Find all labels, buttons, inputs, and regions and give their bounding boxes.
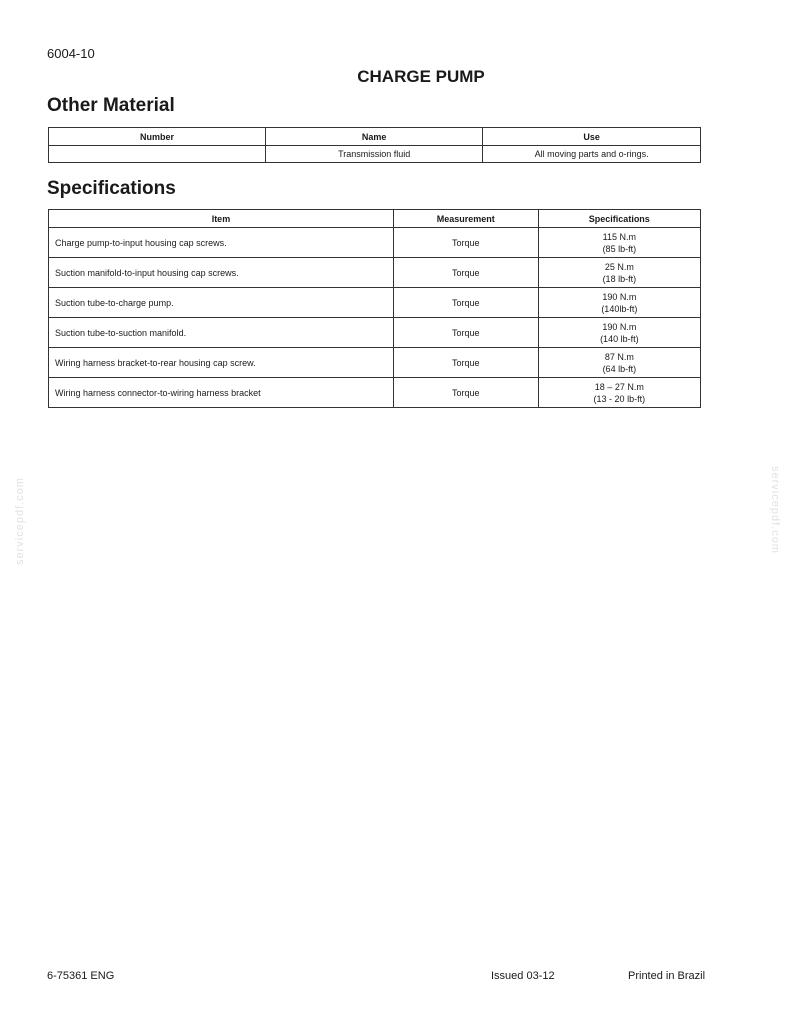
column-header-number: Number [49, 128, 266, 146]
page-number: 6004-10 [47, 46, 95, 61]
spec-metric: 87 N.m [604, 351, 634, 362]
spec-metric: 25 N.m [604, 261, 634, 272]
page-title: CHARGE PUMP [357, 67, 485, 86]
column-header-name: Name [266, 128, 483, 146]
specifications-table [48, 209, 701, 408]
spec-metric: 190 N.m [602, 291, 637, 302]
cell-specification [538, 348, 700, 378]
cell-specification [538, 258, 700, 288]
spec-imperial: (13 - 20 lb-ft) [593, 393, 646, 404]
watermark-right: servicepdf.com [769, 466, 781, 554]
cell-measurement: Torque [393, 348, 538, 378]
spec-imperial: (64 lb-ft) [602, 363, 637, 374]
column-header-item: Item [49, 210, 394, 228]
spec-metric: 18 – 27 N.m [594, 381, 644, 392]
cell-measurement: Torque [393, 288, 538, 318]
spec-imperial: (140 lb-ft) [600, 333, 639, 344]
cell-measurement: Torque [393, 318, 538, 348]
other-material-table [48, 127, 701, 163]
spec-imperial: (85 lb-ft) [602, 243, 637, 254]
cell-item: Charge pump-to-input housing cap screws. [49, 228, 394, 258]
specifications-heading: Specifications [47, 178, 176, 199]
column-header-use: Use [483, 128, 701, 146]
cell-measurement: Torque [393, 378, 538, 408]
cell-item: Suction manifold-to-input housing cap screws. [49, 258, 394, 288]
cell-specification [538, 318, 700, 348]
spec-imperial: (140lb-ft) [601, 303, 638, 314]
spec-imperial: (18 lb-ft) [602, 273, 637, 284]
table-row [49, 378, 701, 408]
watermark-left: servicepdf.com [14, 477, 26, 565]
cell-item: Suction tube-to-charge pump. [49, 288, 394, 318]
cell-name: Transmission fluid [266, 146, 483, 163]
spec-metric: 190 N.m [602, 321, 637, 332]
table-row [49, 258, 701, 288]
cell-specification [538, 378, 700, 408]
cell-item: Suction tube-to-suction manifold. [49, 318, 394, 348]
table-row [49, 146, 701, 163]
footer-doc-code: 6-75361 ENG [47, 970, 115, 982]
table-row [49, 348, 701, 378]
column-header-specifications: Specifications [538, 210, 700, 228]
table-header-row [49, 128, 701, 146]
spec-metric: 115 N.m [602, 231, 636, 242]
column-header-measurement: Measurement [393, 210, 538, 228]
cell-specification [538, 288, 700, 318]
table-row [49, 228, 701, 258]
table-row [49, 288, 701, 318]
cell-number [49, 146, 266, 163]
cell-measurement: Torque [393, 258, 538, 288]
table-header-row [49, 210, 701, 228]
cell-item: Wiring harness bracket-to-rear housing cap screw. [49, 348, 394, 378]
other-material-heading: Other Material [47, 95, 175, 116]
footer-issued: Issued 03-12 [491, 970, 555, 982]
footer-printed: Printed in Brazil [628, 970, 706, 982]
cell-item: Wiring harness connector-to-wiring harness bracket [49, 378, 394, 408]
cell-use: All moving parts and o-rings. [483, 146, 701, 163]
cell-measurement: Torque [393, 228, 538, 258]
table-row [49, 318, 701, 348]
cell-specification [538, 228, 700, 258]
